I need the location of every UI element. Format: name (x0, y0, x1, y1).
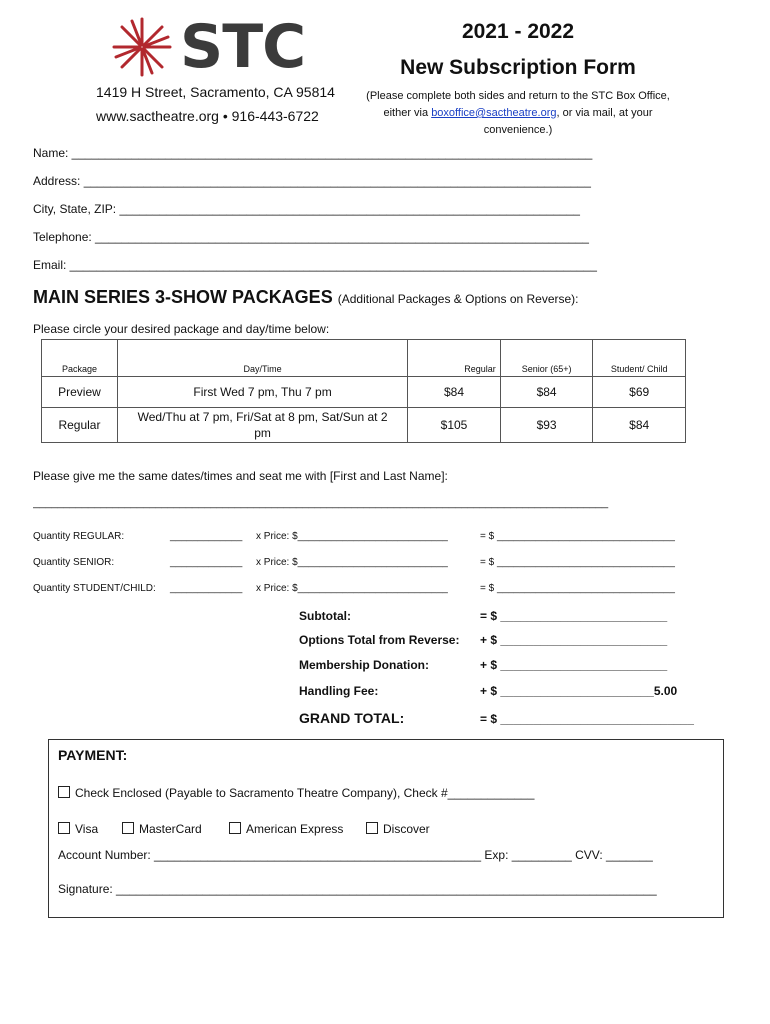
price-student-cell[interactable]: $69 (593, 377, 686, 408)
form-title: New Subscription Form (400, 56, 636, 79)
packages-table (41, 339, 686, 443)
col-header-student-child: Student/ Child (593, 340, 686, 377)
package-cell[interactable]: Regular (42, 408, 118, 443)
total-student-input[interactable]: = $ ________________________________ (480, 583, 675, 594)
options-total-input[interactable]: + $ _________________________ (480, 633, 668, 647)
handling-fee-label: Handling Fee: (299, 684, 379, 698)
total-regular-input[interactable]: = $ ________________________________ (480, 531, 675, 542)
city-state-zip-field[interactable]: City, State, ZIP: _____________________________________________________________________ (33, 202, 580, 216)
grand-total-label: GRAND TOTAL: (299, 710, 405, 726)
membership-donation-label: Membership Donation: (299, 658, 430, 672)
subtotal-label: Subtotal: (299, 609, 351, 623)
packages-heading: MAIN SERIES 3-SHOW PACKAGES (Additional Packages & Options on Reverse): (33, 287, 579, 307)
telephone-field[interactable]: Telephone: __________________________________________________________________________ (33, 230, 589, 244)
seating-request-label: Please give me the same dates/times and seat me with [First and Last Name]: (33, 469, 448, 483)
table-row[interactable] (42, 408, 686, 443)
col-header-senior: Senior (65+) (500, 340, 593, 377)
quantity-student-label: Quantity STUDENT/CHILD: (33, 583, 156, 594)
card-option-discover[interactable]: Discover (366, 822, 430, 836)
payment-title: PAYMENT: (58, 747, 128, 763)
price-regular-input[interactable]: x Price: $___________________________ (256, 531, 448, 542)
options-total-label: Options Total from Reverse: (299, 633, 460, 647)
price-senior-cell[interactable]: $93 (500, 408, 593, 443)
checkbox-icon[interactable] (366, 822, 378, 834)
address-line: 1419 H Street, Sacramento, CA 95814 (96, 84, 335, 100)
price-regular-cell[interactable]: $84 (408, 377, 501, 408)
box-office-email-link[interactable]: boxoffice@sactheatre.org (431, 107, 557, 119)
checkbox-icon[interactable] (229, 822, 241, 834)
address-field[interactable]: Address: ____________________________________________________________________________ (33, 174, 591, 188)
col-header-regular: Regular (408, 340, 501, 377)
signature-field[interactable]: Signature: _________________________________________________________________________________ (58, 882, 657, 896)
daytime-cell[interactable]: First Wed 7 pm, Thu 7 pm (117, 377, 407, 408)
email-field[interactable]: Email: _______________________________________________________________________________ (33, 258, 597, 272)
subtotal-input[interactable]: = $ _________________________ (480, 609, 668, 623)
checkbox-icon[interactable] (58, 786, 70, 798)
card-option-mastercard[interactable]: MasterCard (122, 822, 202, 836)
col-header-daytime: Day/Time (117, 340, 407, 377)
total-senior-input[interactable]: = $ ________________________________ (480, 557, 675, 568)
account-number-field[interactable]: Account Number: _________________________________________________ Exp: _________ CVV: _______ (58, 848, 653, 862)
membership-donation-input[interactable]: + $ _________________________ (480, 658, 668, 672)
logo-text: STC (180, 12, 306, 82)
col-header-package: Package (42, 340, 118, 377)
table-header-row (42, 340, 686, 377)
checkbox-icon[interactable] (58, 822, 70, 834)
daytime-cell[interactable]: Wed/Thu at 7 pm, Fri/Sat at 8 pm, Sat/Sun at 2 pm (117, 408, 407, 443)
quantity-student-input[interactable]: _____________ (170, 583, 243, 594)
season-title: 2021 - 2022 (461, 20, 575, 43)
checkbox-icon[interactable] (122, 822, 134, 834)
starburst-icon (110, 15, 174, 79)
packages-instruction: Please circle your desired package and day/time below: (33, 322, 330, 336)
payment-section (48, 739, 724, 918)
quantity-regular-label: Quantity REGULAR: (33, 531, 125, 542)
price-student-input[interactable]: x Price: $___________________________ (256, 583, 448, 594)
quantity-senior-input[interactable]: _____________ (170, 557, 243, 568)
card-option-amex[interactable]: American Express (229, 822, 343, 836)
price-student-cell[interactable]: $84 (593, 408, 686, 443)
name-field[interactable]: Name: ______________________________________________________________________________ (33, 146, 593, 160)
card-option-visa[interactable]: Visa (58, 822, 98, 836)
check-enclosed-option[interactable]: Check Enclosed (Payable to Sacramento Theatre Company), Check #_____________ (58, 786, 534, 800)
price-regular-cell[interactable]: $105 (408, 408, 501, 443)
package-cell[interactable]: Preview (42, 377, 118, 408)
website-phone-line: www.sactheatre.org • 916-443-6722 (96, 108, 319, 124)
stc-logo (110, 12, 350, 82)
quantity-senior-label: Quantity SENIOR: (33, 557, 115, 568)
instructions-note: (Please complete both sides and return to the STC Box Office, either via boxoffice@sactheatre.org, or via mail, at your convenience.) (366, 90, 670, 136)
price-senior-cell[interactable]: $84 (500, 377, 593, 408)
quantity-regular-input[interactable]: _____________ (170, 531, 243, 542)
handling-fee-value: + $ _______________________5.00 (480, 684, 678, 698)
seating-request-line[interactable]: ______________________________________________________________________________________________ (33, 497, 609, 509)
price-senior-input[interactable]: x Price: $___________________________ (256, 557, 448, 568)
table-row[interactable] (42, 377, 686, 408)
grand-total-input[interactable]: = $ _____________________________ (480, 712, 694, 726)
